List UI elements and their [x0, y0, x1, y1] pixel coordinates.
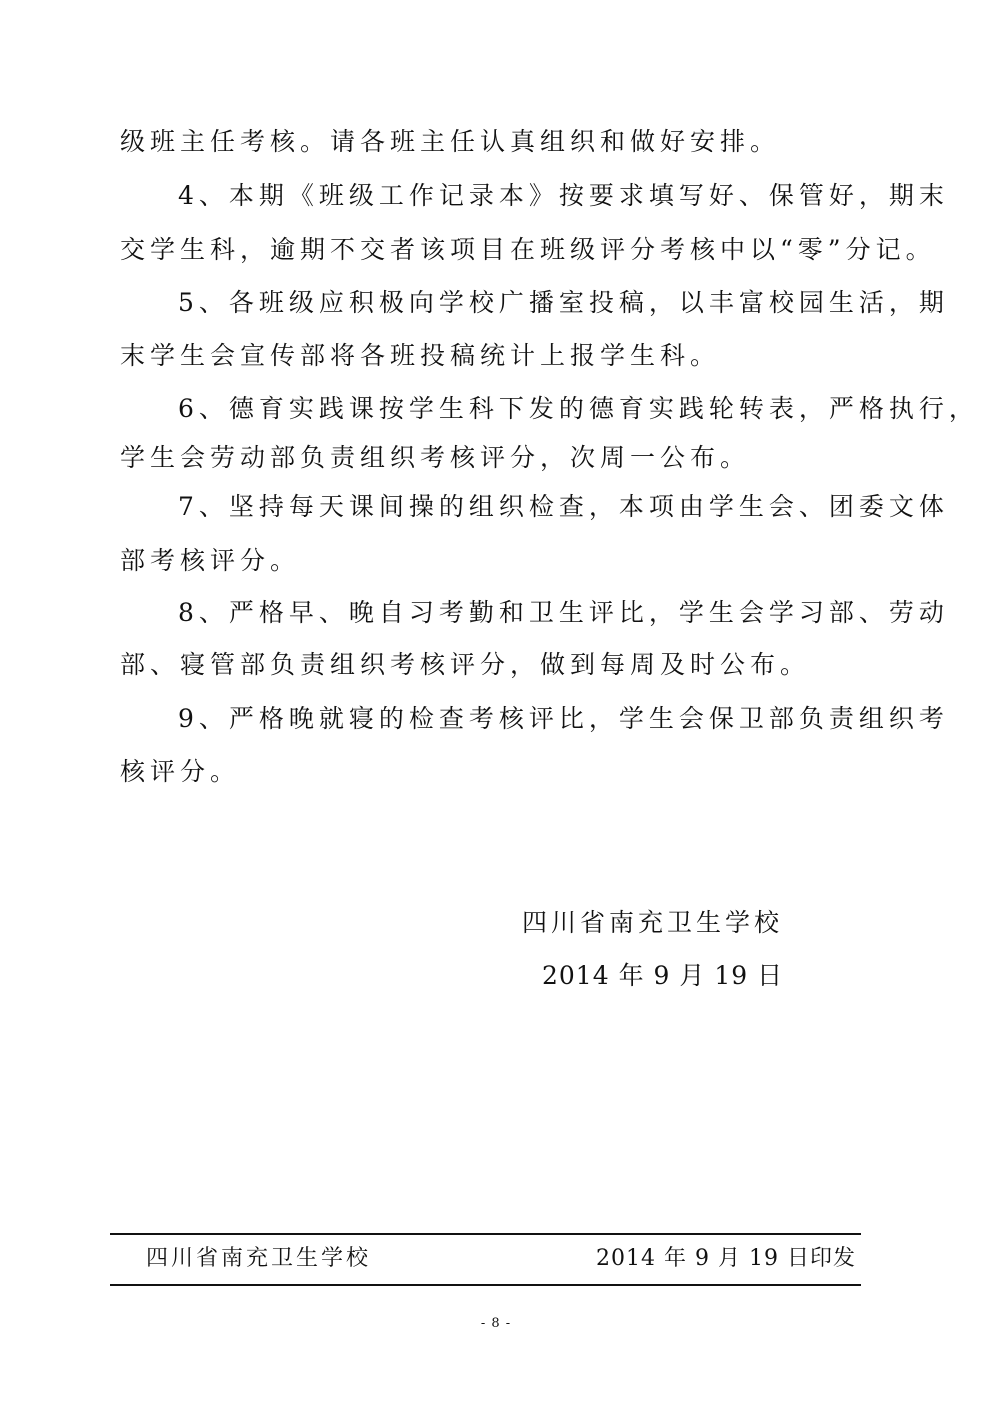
item-6-line-2: 学生会劳动部负责组织考核评分，次周一公布。 [120, 443, 751, 472]
footer-top-rule [110, 1233, 861, 1235]
item-7-line-1: 7、坚持每天课间操的组织检查，本项由学生会、团委文体 [178, 492, 949, 521]
item-5-line-2: 末学生会宣传部将各班投稿统计上报学生科。 [120, 341, 721, 370]
item-4-line-1: 4、本期《班级工作记录本》按要求填写好、保管好，期末 [178, 181, 949, 210]
footer-bottom-rule [110, 1284, 861, 1286]
item-8-line-1: 8、严格早、晚自习考勤和卫生评比，学生会学习部、劳动 [178, 598, 949, 627]
item-9-line-1: 9、严格晚就寝的检查考核评比，学生会保卫部负责组织考 [178, 704, 949, 733]
signature-organization: 四川省南充卫生学校 [522, 908, 784, 937]
body-line-1: 级班主任考核。请各班主任认真组织和做好安排。 [120, 127, 781, 156]
item-7-line-2: 部考核评分。 [120, 546, 301, 575]
item-9-line-2: 核评分。 [120, 757, 241, 786]
footer-issue-date: 2014 年 9 月 19 日印发 [596, 1246, 856, 1271]
item-6-line-1: 6、德育实践课按学生科下发的德育实践轮转表，严格执行， [178, 394, 979, 423]
signature-date: 2014 年 9 月 19 日 [542, 961, 784, 990]
page-number: - 8 - [480, 1316, 512, 1331]
footer-organization: 四川省南充卫生学校 [146, 1246, 372, 1271]
item-5-line-1: 5、各班级应积极向学校广播室投稿，以丰富校园生活，期 [178, 288, 949, 317]
item-4-line-2: 交学生科，逾期不交者该项目在班级评分考核中以“零”分记。 [120, 235, 936, 264]
item-8-line-2: 部、寝管部负责组织考核评分，做到每周及时公布。 [120, 650, 811, 679]
